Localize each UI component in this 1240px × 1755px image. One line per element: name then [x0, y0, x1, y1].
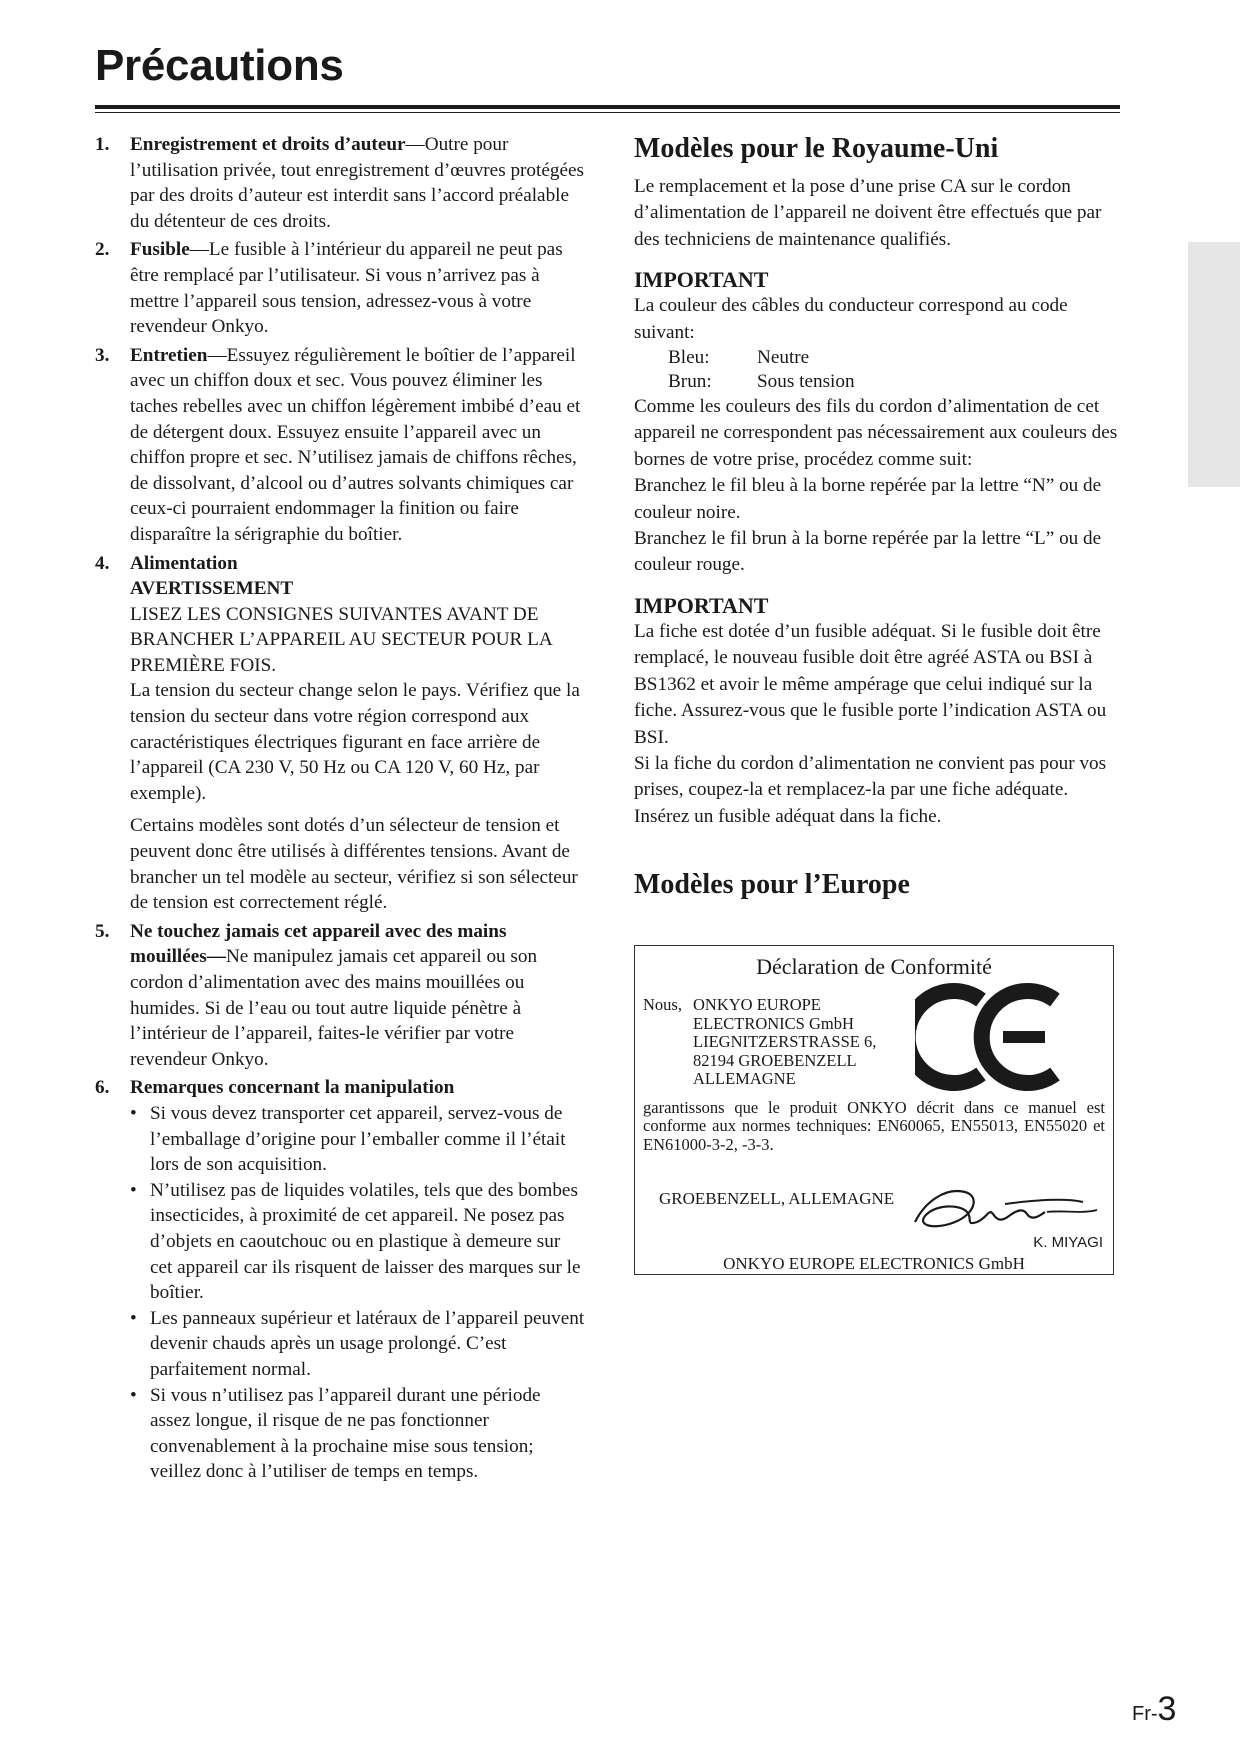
- precaution-item-maintenance: [95, 343, 585, 548]
- list-item: • Si vous n’utilisez pas l’appareil durant une période assez longue, il risque de ne pas fonctionner convenablement à la prochaine mise sous tension; veillez donc à l’utiliser de temps en temps.: [130, 1383, 585, 1485]
- bullet-icon: •: [130, 1384, 137, 1406]
- item-text: La tension du secteur change selon le pays. Vérifiez que la tension du secteur dans votre région correspond aux caractéristiques électriques figurant en face arrière de l’appareil (CA 230 V, 50 Hz ou CA 120 V, 60 Hz, par exemple).: [130, 680, 580, 804]
- blue-wire-instruction: Branchez le fil bleu à la borne repérée par la lettre “N” ou de couleur noire.: [634, 475, 1102, 523]
- page-digit: 3: [1157, 1690, 1177, 1728]
- wire-color-intro: La couleur des câbles du conducteur correspond au code suivant:: [634, 295, 1068, 343]
- brown-wire-instruction: Branchez le fil brun à la borne repérée par la lettre “L” ou de couleur rouge.: [634, 528, 1102, 576]
- precaution-item-recording: [95, 132, 585, 234]
- signature-icon: [905, 1182, 1105, 1242]
- important-heading: IMPORTANT: [634, 267, 769, 293]
- page-number: [1132, 1690, 1176, 1729]
- item-heading: Enregistrement et droits d’auteur: [130, 134, 406, 155]
- warning-caps-text: LISEZ LES CONSIGNES SUIVANTES AVANT DE BRANCHER L’APPAREIL AU SECTEUR POUR LA PREMIÈRE FOIS.: [130, 603, 552, 676]
- bullet-icon: •: [130, 1307, 137, 1329]
- bullet-icon: •: [130, 1102, 137, 1124]
- declaration-company: ONKYO EUROPE ELECTRONICS GmbH: [723, 1254, 1025, 1273]
- side-tab-marker: [1188, 242, 1240, 487]
- list-item: • Les panneaux supérieur et latéraux de l’appareil peuvent devenir chauds après un usage prolongé. C’est parfaitement normal.: [130, 1306, 585, 1383]
- item-text: —Outre pour l’utilisation privée, tout enregistrement d’œuvres protégées par des droits d’auteur est interdit sans l’accord préalable du détenteur de ces droits.: [130, 134, 584, 232]
- list-item: • N’utilisez pas de liquides volatiles, tels que des bombes insecticides, à proximité de cet appareil. Ne posez pas d’objets en caoutchouc ou en plastique à demeure sur cet appareil car ils risquent de laisser des marques sur le boîtier.: [130, 1178, 585, 1306]
- signer-name: K. MIYAGI: [1033, 1234, 1103, 1251]
- item-number: 2.: [95, 239, 110, 261]
- item-heading: Entretien: [130, 344, 208, 366]
- precaution-item-wet-hands: [95, 919, 585, 1073]
- precaution-item-handling: [95, 1075, 585, 1485]
- wire-color-row-brown: Brun: Sous tension: [668, 371, 855, 393]
- title-rule-thin: [95, 112, 1120, 113]
- declaration-nous: Nous,: [643, 995, 682, 1014]
- ce-mark-icon: [915, 982, 1065, 1092]
- left-column: [95, 132, 585, 1488]
- item-heading: Remarques concernant la manipulation: [130, 1077, 455, 1099]
- important-heading: IMPORTANT: [634, 592, 769, 618]
- wire-color-row-blue: Bleu: Neutre: [668, 347, 810, 369]
- precaution-item-fuse: [95, 237, 585, 339]
- declaration-of-conformity-box: [634, 945, 1114, 1275]
- precaution-item-power: [95, 551, 585, 916]
- item-text: —Le fusible à l’intérieur du appareil ne peut pas être remplacé par l’utilisateur. Si vous n’arrivez pas à mettre l’appareil sous tension, adressez-vous à votre revendeur Onkyo.: [130, 239, 563, 338]
- bullet-icon: •: [130, 1179, 137, 1201]
- item-number: 5.: [95, 920, 110, 942]
- declaration-text: garantissons que le produit ONKYO décrit dans ce manuel est conforme aux normes techniques: EN60065, EN55013, EN55020 et EN61000-3-2, -3-3.: [643, 1098, 1105, 1154]
- item-text-voltage-selector: Certains modèles sont dotés d’un sélecteur de tension et peuvent donc être utilisés à différentes tensions. Avant de brancher un tel modèle au secteur, vérifiez si son sélecteur de tension est correctement réglé.: [130, 815, 578, 914]
- warning-label: AVERTISSEMENT: [130, 578, 294, 600]
- company-address: ONKYO EUROPE ELECTRONICS GmbH LIEGNITZERSTRASSE 6, 82194 GROEBENZELL ALLEMAGNE: [693, 995, 877, 1089]
- page-title: Précautions: [95, 41, 344, 90]
- declaration-place: GROEBENZELL, ALLEMAGNE: [659, 1189, 895, 1208]
- right-column: [634, 132, 1118, 910]
- item-heading: Ne touchez jamais cet appareil avec des mains mouillées—: [130, 920, 507, 968]
- uk-models-heading: Modèles pour le Royaume-Uni: [634, 133, 999, 164]
- uk-intro-text: Le remplacement et la pose d’une prise CA sur le cordon d’alimentation de l’appareil ne doivent être effectués que par des techniciens de maintenance qualifiés.: [634, 176, 1102, 250]
- item-text: —Essuyez régulièrement le boîtier de l’appareil avec un chiffon doux et sec. Vous pouvez éliminer les taches rebelles avec un chiffon légèrement imbibé d’eau et de détergent doux. Essuyez ensuite l’appareil avec un chiffon propre et sec. N’utilisez jamais de chiffons rêches, de dissolvant, d’alcool ou d’autres solvants chimiques car ceux-ci pourraient endommager la finition ou faire disparaître la sérigraphie du boîtier.: [130, 344, 581, 545]
- item-number: 4.: [95, 552, 110, 574]
- item-text: Ne manipulez jamais cet appareil ou son cordon d’alimentation avec des mains mouillées ou humides. Si de l’eau ou tout autre liquide pénètre à l’intérieur de l’appareil, faites-le vérifier par votre revendeur Onkyo.: [130, 946, 538, 1070]
- item-number: 3.: [95, 344, 110, 366]
- item-heading: Alimentation: [130, 552, 238, 574]
- item-heading: Fusible: [130, 239, 190, 261]
- item-number: 6.: [95, 1077, 110, 1099]
- page-prefix: Fr-: [1132, 1703, 1158, 1725]
- declaration-title: Déclaration de Conformité: [756, 954, 992, 979]
- europe-models-heading: Modèles pour l’Europe: [634, 869, 910, 901]
- plug-replacement-text: Si la fiche du cordon d’alimentation ne convient pas pour vos prises, coupez-la et remplacez-la par une fiche adéquate. Insérez un fusible adéquat dans la fiche.: [634, 752, 1107, 827]
- list-item: • Si vous devez transporter cet appareil, servez-vous de l’emballage d’origine pour l’emballer comme il l’était lors de son acquisition.: [130, 1101, 585, 1178]
- wire-color-text: Comme les couleurs des fils du cordon d’alimentation de cet appareil ne correspondent pas nécessairement aux couleurs des bornes de votre prise, procédez comme suit:: [634, 396, 1118, 470]
- fuse-plug-text: La fiche est dotée d’un fusible adéquat. Si le fusible doit être remplacé, le nouveau fusible doit être agréé ASTA ou BSI à BS1362 et avoir le même ampérage que celui indiqué sur la fiche. Assurez-vous que le fusible porte l’indication ASTA ou BSI.: [634, 620, 1107, 748]
- item-number: 1.: [95, 134, 110, 155]
- title-rule: [95, 105, 1120, 109]
